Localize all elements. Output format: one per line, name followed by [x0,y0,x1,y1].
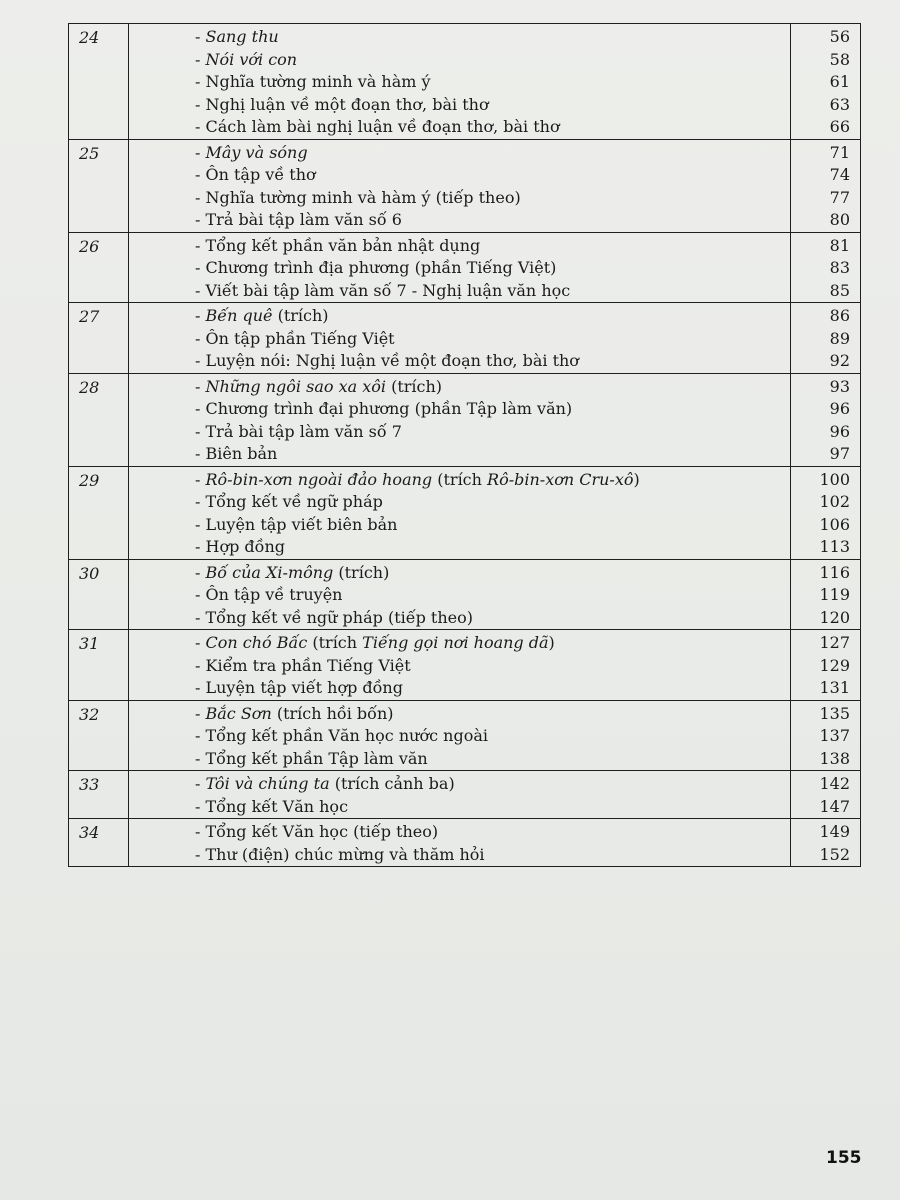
week-number: 27 [69,303,129,374]
page-list [791,139,861,232]
page-list [791,559,861,630]
page-list [791,630,861,701]
lesson-page-number: 71 [829,142,850,162]
lesson-page-number: 96 [829,399,850,418]
lesson-page-number: 85 [829,280,850,300]
lesson-title-text: - [195,142,206,162]
lesson-title-text: - Chương trình đại phương (phần Tập làm văn) [195,399,573,418]
page-list [791,24,861,140]
lesson-title [129,305,790,328]
lesson-title [129,328,790,351]
lesson-page-number: 96 [829,421,850,441]
toc-row-week-25 [69,139,861,232]
lesson-title-text: - Kiểm tra phần Tiếng Việt [195,655,411,675]
lesson-title [129,257,790,280]
lesson-title [129,821,790,844]
lesson-title-text: - Chương trình địa phương (phần Tiếng Việt) [195,258,557,277]
lesson-page-number: 92 [829,351,850,370]
page-number: 155 [826,1148,862,1168]
lesson-page-number: 106 [819,514,850,534]
lesson-title [129,607,790,630]
page-list [791,700,861,771]
lesson-title [129,514,790,537]
lesson-page-number: 61 [829,72,850,91]
lesson-title-text: - Luyện tập viết biên bản [195,514,398,534]
lesson-title-text: - [195,376,206,396]
lesson-title-italic: Tôi và chúng ta [205,774,330,793]
lesson-title [129,562,790,585]
lesson-title-italic: Bến quê [205,306,273,325]
lesson-title-text: - Tổng kết phần văn bản nhật dụng [195,235,481,255]
lesson-title [129,398,790,421]
lesson-title [129,725,790,748]
lesson-title-text: (trích cảnh ba) [329,774,455,793]
week-number: 29 [69,466,129,559]
page-list [791,373,861,466]
lesson-list [129,139,791,232]
lesson-list [129,373,791,466]
lesson-title-text: (trích [432,469,488,489]
lesson-list [129,232,791,303]
lesson-title-text: - [195,49,206,69]
lesson-page-number: 127 [819,633,850,652]
lesson-page-number: 120 [819,607,850,627]
lesson-title [129,164,790,187]
lesson-title-text: - [195,703,206,723]
lesson-title-text: (trích) [386,376,443,396]
page-list [791,771,861,819]
lesson-title [129,748,790,771]
lesson-title [129,71,790,94]
lesson-title [129,209,790,232]
lesson-title-text: - Tổng kết phần Tập làm văn [195,748,428,768]
week-number: 28 [69,373,129,466]
lesson-list [129,24,791,140]
page-list [791,303,861,374]
lesson-page-number: 129 [819,655,850,675]
lesson-title-text: (trích) [333,562,390,582]
lesson-title-text: - Trả bài tập làm văn số 7 [195,421,402,441]
page-list [791,466,861,559]
page-list [791,232,861,303]
lesson-title-text: - Luyện tập viết hợp đồng [195,678,403,697]
lesson-title-text: - Tổng kết về ngữ pháp (tiếp theo) [195,607,473,627]
week-number: 33 [69,771,129,819]
lesson-title [129,584,790,607]
lesson-title-text: - Nghị luận về một đoạn thơ, bài thơ [195,94,489,114]
lesson-page-number: 56 [829,27,850,46]
toc-row-week-31 [69,630,861,701]
lesson-title-text: - [195,774,206,793]
lesson-page-number: 102 [819,492,850,511]
toc-row-week-29 [69,466,861,559]
lesson-page-number: 93 [829,376,850,396]
week-number: 30 [69,559,129,630]
lesson-list [129,559,791,630]
lesson-page-number: 81 [829,235,850,255]
lesson-title-italic: Bố của Xi-mông [205,562,334,582]
lesson-title-text: ) [548,633,555,652]
lesson-title [129,421,790,444]
lesson-list [129,700,791,771]
toc-row-week-34 [69,819,861,867]
lesson-title-text: (trích) [272,306,329,325]
lesson-page-number: 135 [819,703,850,723]
lesson-title-italic: Sang thu [205,27,279,46]
lesson-page-number: 137 [819,726,850,745]
lesson-page-number: 119 [819,585,850,604]
lesson-title [129,703,790,726]
lesson-title-italic: Mây và sóng [205,142,308,162]
table-of-contents [68,23,861,867]
lesson-page-number: 97 [829,444,850,463]
lesson-title [129,235,790,258]
lesson-title-text: - Nghĩa tường minh và hàm ý [195,72,431,91]
lesson-title-text: - [195,562,206,582]
lesson-title-text: - Tổng kết Văn học (tiếp theo) [195,822,439,841]
lesson-page-number: 58 [829,49,850,69]
lesson-title-text: - Luyện nói: Nghị luận về một đoạn thơ, bài thơ [195,351,579,370]
lesson-title [129,376,790,399]
lesson-title-text: - Nghĩa tường minh và hàm ý (tiếp theo) [195,187,521,207]
lesson-list [129,303,791,374]
lesson-title-italic: Tiếng gọi nơi hoang dã [362,633,549,652]
lesson-title-text: - Tổng kết Văn học [195,796,349,816]
week-number: 25 [69,139,129,232]
lesson-title [129,844,790,867]
lesson-title-italic: Rô-bin-xơn Cru-xô [487,469,634,489]
lesson-title-text: - Ôn tập về truyện [195,585,343,604]
lesson-title-text: (trích [307,633,363,652]
week-number: 26 [69,232,129,303]
lesson-page-number: 80 [829,210,850,229]
lesson-title-text: - [195,633,206,652]
lesson-title-text: (trích hồi bốn) [271,703,394,723]
toc-row-week-27 [69,303,861,374]
lesson-title-text: - Thư (điện) chúc mừng và thăm hỏi [195,844,485,864]
lesson-page-number: 152 [819,844,850,864]
toc-body [69,24,861,867]
lesson-page-number: 83 [829,258,850,277]
lesson-list [129,466,791,559]
lesson-page-number: 138 [819,748,850,768]
week-number: 32 [69,700,129,771]
lesson-list [129,819,791,867]
lesson-title-text: - [195,27,206,46]
lesson-page-number: 149 [819,822,850,841]
lesson-title [129,655,790,678]
lesson-title-text: - Ôn tập phần Tiếng Việt [195,328,395,348]
lesson-page-number: 77 [829,187,850,207]
lesson-title [129,94,790,117]
lesson-page-number: 63 [829,94,850,114]
toc-row-week-33 [69,771,861,819]
lesson-list [129,630,791,701]
lesson-page-number: 89 [829,328,850,348]
lesson-title-text: - [195,469,206,489]
lesson-title-italic: Bắc Sơn [205,703,272,723]
lesson-page-number: 131 [819,678,850,697]
page-list [791,819,861,867]
lesson-title-text: - Tổng kết phần Văn học nước ngoài [195,726,488,745]
lesson-page-number: 147 [819,796,850,816]
lesson-title-text: - Biên bản [195,444,278,463]
lesson-title-text: - Hợp đồng [195,537,285,556]
lesson-title [129,350,790,373]
lesson-title-italic: Con chó Bấc [205,633,308,652]
lesson-title [129,677,790,700]
lesson-title [129,142,790,165]
lesson-title-italic: Rô-bin-xơn ngoài đảo hoang [205,469,433,489]
lesson-title [129,443,790,466]
lesson-title-text: ) [633,469,640,489]
lesson-title-text: - [195,306,206,325]
lesson-page-number: 86 [829,306,850,325]
lesson-title [129,773,790,796]
lesson-title [129,796,790,819]
lesson-title-italic: Nói với con [205,49,298,69]
lesson-title [129,469,790,492]
toc-row-week-24 [69,24,861,140]
lesson-title [129,49,790,72]
lesson-title [129,280,790,303]
week-number: 24 [69,24,129,140]
lesson-title [129,116,790,139]
lesson-list [129,771,791,819]
week-number: 31 [69,630,129,701]
week-number: 34 [69,819,129,867]
lesson-title [129,632,790,655]
toc-row-week-28 [69,373,861,466]
lesson-page-number: 116 [819,562,850,582]
toc-row-week-32 [69,700,861,771]
lesson-title-text: - Trả bài tập làm văn số 6 [195,210,402,229]
lesson-title [129,187,790,210]
toc-row-week-26 [69,232,861,303]
lesson-title [129,26,790,49]
lesson-title-italic: Những ngôi sao xa xôi [205,376,387,396]
lesson-page-number: 113 [819,537,850,556]
lesson-page-number: 142 [819,774,850,793]
lesson-page-number: 100 [819,469,850,489]
lesson-title-text: - Cách làm bài nghị luận về đoạn thơ, bài thơ [195,117,560,136]
lesson-title-text: - Tổng kết về ngữ pháp [195,492,383,511]
lesson-title-text: - Viết bài tập làm văn số 7 - Nghị luận văn học [195,280,571,300]
toc-row-week-30 [69,559,861,630]
lesson-page-number: 74 [829,165,850,184]
lesson-title-text: - Ôn tập về thơ [195,165,316,184]
lesson-title [129,536,790,559]
lesson-title [129,491,790,514]
lesson-page-number: 66 [829,117,850,136]
